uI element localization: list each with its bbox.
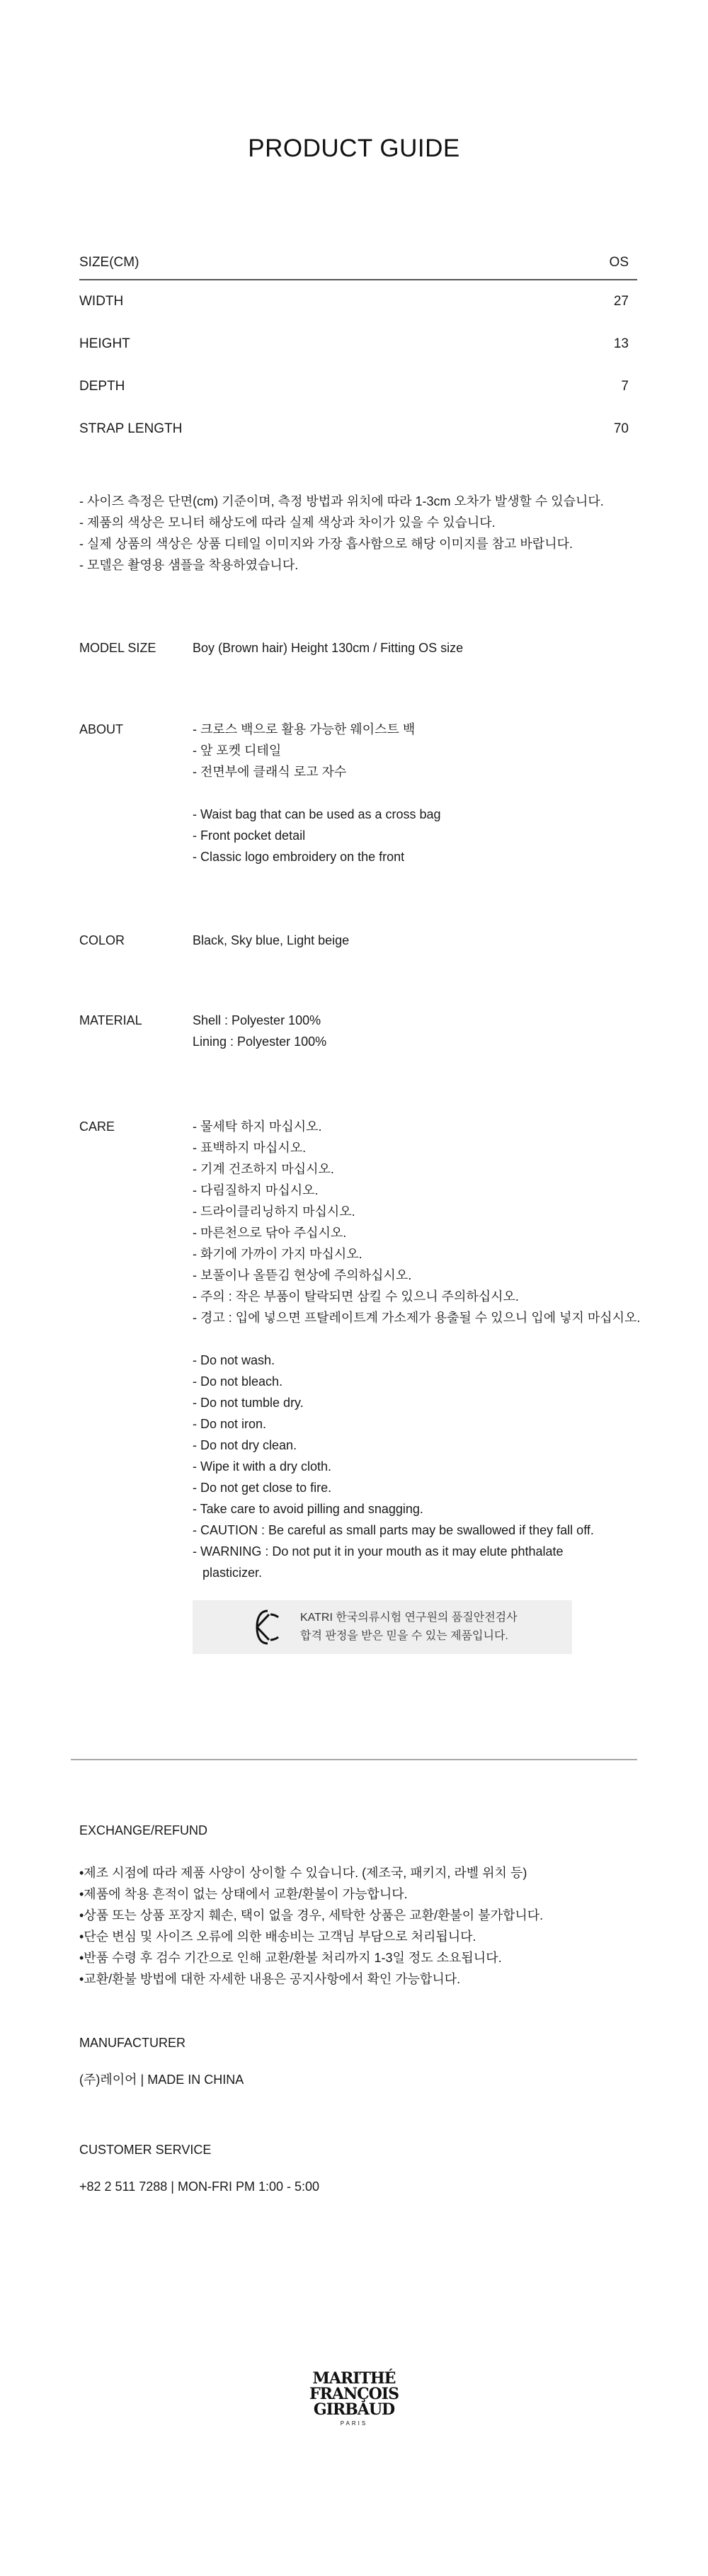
- size-row: [79, 280, 637, 323]
- color-label: COLOR: [79, 933, 125, 947]
- brand-logo: [304, 2371, 404, 2434]
- brand-logo-line: FRANÇOIS: [309, 2385, 399, 2403]
- about-line: - Classic logo embroidery on the front: [193, 850, 405, 864]
- exchange-item: •상품 또는 상품 포장지 훼손, 택이 없을 경우, 세탁한 상품은 교환/환불이 불가합니다.: [79, 1908, 544, 1922]
- care-line: - 물세탁 하지 마십시오.: [193, 1119, 322, 1134]
- color-value: Black, Sky blue, Light beige: [193, 933, 350, 947]
- katri-text-line: 합격 판정을 받은 믿을 수 있는 제품입니다.: [300, 1630, 508, 1642]
- care-line: - Do not wash.: [193, 1353, 275, 1367]
- about-line: - Front pocket detail: [193, 828, 306, 843]
- page-title: PRODUCT GUIDE: [248, 135, 460, 162]
- about-line: - 앞 포켓 디테일: [193, 743, 282, 758]
- size-row-label: HEIGHT: [79, 336, 130, 351]
- customer-service-value: +82 2 511 7288 | MON-FRI PM 1:00 - 5:00: [79, 2179, 320, 2194]
- brand-logo-line: MARITHÉ: [312, 2369, 396, 2388]
- about-line: - 크로스 백으로 활용 가능한 웨이스트 백: [193, 722, 416, 736]
- size-header-label: SIZE(CM): [79, 255, 139, 270]
- exchange-item: •단순 변심 및 사이즈 오류에 의한 배송비는 고객님 부담으로 처리됩니다.: [79, 1930, 476, 1944]
- note-line: - 제품의 색상은 모니터 해상도에 따라 실제 색상과 차이가 있을 수 있습니다.: [79, 515, 496, 530]
- customer-service-section: [79, 2139, 646, 2197]
- brand-logo-line: GIRBAUD: [313, 2400, 395, 2419]
- size-row: [79, 365, 637, 408]
- care-line: - WARNING : Do not put it in your mouth as it may elute phthalate: [193, 1544, 564, 1558]
- brand-logo-paris: PARIS: [340, 2420, 368, 2427]
- size-row-value: 27: [613, 294, 629, 309]
- care-line: - Wipe it with a dry cloth.: [193, 1459, 332, 1474]
- note-line: - 사이즈 측정은 단면(cm) 기준이며, 측정 방법과 위치에 따라 1-3cm 오차가 발생할 수 있습니다.: [79, 494, 604, 508]
- size-row-label: STRAP LENGTH: [79, 421, 183, 436]
- care-line: - Do not dry clean.: [193, 1438, 297, 1452]
- care-line: - Take care to avoid pilling and snagging.: [193, 1502, 423, 1516]
- size-row-value: 7: [621, 379, 629, 394]
- about-label: ABOUT: [79, 722, 124, 736]
- care-line: - Do not iron.: [193, 1417, 267, 1431]
- manufacturer-section: [79, 2032, 646, 2090]
- katri-certification-box: [193, 1600, 572, 1654]
- care-line: - 기계 건조하지 마십시오.: [193, 1162, 334, 1176]
- care-line: - 다림질하지 마십시오.: [193, 1183, 319, 1197]
- katri-text-line: KATRI 한국의류시험 연구원의 품질안전검사: [300, 1612, 518, 1624]
- care-line: - 화기에 가까이 가지 마십시오.: [193, 1247, 362, 1261]
- size-row-label: DEPTH: [79, 379, 125, 394]
- size-table: [79, 246, 637, 450]
- exchange-item: •반품 수령 후 검수 기간으로 인해 교환/환불 처리까지 1-3일 정도 소요됩니다.: [79, 1951, 502, 1965]
- care-label: CARE: [79, 1119, 115, 1134]
- care-line: - 마른천으로 닦아 주십시오.: [193, 1226, 347, 1240]
- customer-service-label: CUSTOMER SERVICE: [79, 2143, 212, 2157]
- care-line: - Do not get close to fire.: [193, 1481, 332, 1495]
- size-header-value: OS: [609, 255, 629, 270]
- size-notes: [79, 491, 646, 576]
- care-line: - 드라이클리닝하지 마십시오.: [193, 1204, 355, 1219]
- care-line: - Do not tumble dry.: [193, 1396, 304, 1410]
- manufacturer-value: (주)레이어 | MADE IN CHINA: [79, 2073, 244, 2087]
- size-row: [79, 408, 637, 450]
- about-line: - Waist bag that can be used as a cross bag: [193, 807, 441, 821]
- care-line: - CAUTION : Be careful as small parts may be swallowed if they fall off.: [193, 1523, 594, 1537]
- care-line: - 보풀이나 올뜯김 현상에 주의하십시오.: [193, 1268, 412, 1282]
- manufacturer-label: MANUFACTURER: [79, 2036, 186, 2050]
- about-line: - 전면부에 클래식 로고 자수: [193, 765, 347, 779]
- exchange-item: •제조 시점에 따라 제품 사양이 상이할 수 있습니다. (제조국, 패키지, 라벨 위치 등): [79, 1866, 527, 1880]
- material-label: MATERIAL: [79, 1013, 142, 1027]
- care-line: - Do not bleach.: [193, 1374, 283, 1389]
- exchange-item: •제품에 착용 흔적이 없는 상태에서 교환/환불이 가능합니다.: [79, 1887, 408, 1901]
- kc-certification-mark-icon: [255, 1609, 280, 1646]
- section-divider: [71, 1759, 637, 1760]
- note-line: - 모델은 촬영용 샘플을 착용하였습니다.: [79, 558, 299, 572]
- model-size-label: MODEL SIZE: [79, 641, 156, 655]
- material-lining: Lining : Polyester 100%: [193, 1035, 327, 1049]
- size-row: [79, 323, 637, 365]
- size-row-label: WIDTH: [79, 294, 124, 309]
- exchange-label: EXCHANGE/REFUND: [79, 1823, 208, 1837]
- note-line: - 실제 상품의 색상은 상품 디테일 이미지와 가장 흡사함으로 해당 이미지를 참고 바랍니다.: [79, 537, 573, 551]
- care-line: - 경고 : 입에 넣으면 프탈레이트계 가소제가 용출될 수 있으니 입에 넣지 마십시오.: [193, 1311, 641, 1325]
- size-row-value: 13: [613, 336, 629, 351]
- care-line: - 표백하지 마십시오.: [193, 1141, 307, 1155]
- material-shell: Shell : Polyester 100%: [193, 1013, 321, 1027]
- care-line: - 주의 : 작은 부품이 탈락되면 삼킬 수 있으니 주의하십시오.: [193, 1289, 519, 1304]
- size-row-value: 70: [613, 421, 629, 436]
- exchange-item: •교환/환불 방법에 대한 자세한 내용은 공지사항에서 확인 가능합니다.: [79, 1972, 461, 1986]
- size-table-header: [79, 246, 637, 280]
- care-line: plasticizer.: [202, 1566, 263, 1580]
- model-size-value: Boy (Brown hair) Height 130cm / Fitting OS size: [193, 641, 464, 655]
- exchange-section: [79, 1820, 646, 1990]
